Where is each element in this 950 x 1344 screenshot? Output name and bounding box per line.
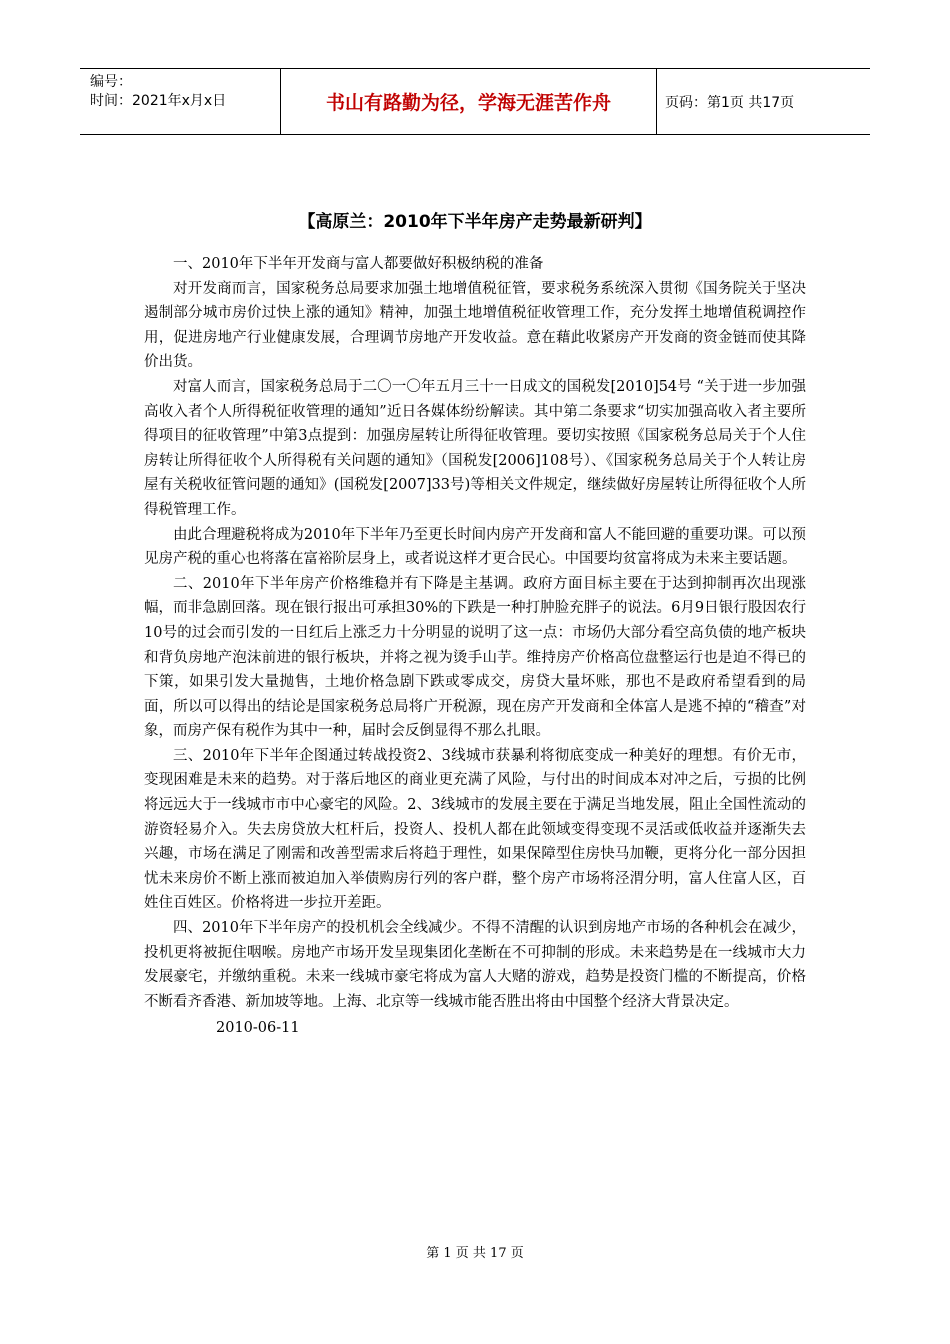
header-motto-cell bbox=[281, 69, 657, 134]
page-footer bbox=[0, 1245, 950, 1263]
section-heading-1: 一、2010年下半年开发商与富人都要做好积极纳税的准备 bbox=[173, 256, 544, 272]
body-paragraph: 对开发商而言，国家税务总局要求加强土地增值税征管，要求税务系统深入贯彻《国务院关于坚决遏制部分城市房价过快上涨的通知》精神，加强土地增值税征收管理工作，充分发挥土地增值税调控作用，促进房地产行业健康发展，合理调节房地产开发收益。意在藉此收紧房产开发商的资金链而使其降价出货。 bbox=[144, 280, 806, 371]
body-paragraph: 四、2010年下半年房产的投机机会全线减少。不得不清醒的认识到房地产市场的各种机会在减少，投机更将被扼住咽喉。房地产市场开发呈现集团化垄断在不可抑制的形成。未来趋势是在一线城市大力发展豪宅，并缴纳重税。未来一线城市豪宅将成为富人大赌的游戏，趋势是投资门槛的不断提高，价格不断看齐香港、新加坡等地。上海、北京等一线城市能否胜出将由中国整个经济大背景决定。 bbox=[144, 920, 806, 1010]
footer-page-info: 第 1 页 共 17 页 bbox=[426, 1246, 524, 1261]
header-meta-cell bbox=[80, 69, 281, 134]
document-title: 【高原兰：2010年下半年房产走势最新研判】 bbox=[298, 212, 652, 232]
document-body bbox=[144, 252, 806, 1041]
body-paragraph: 三、2010年下半年企图通过转战投资2、3线城市获暴利将彻底变成一种美好的理想。有价无市，变现困难是未来的趋势。对于落后地区的商业更充满了风险，与付出的时间成本对冲之后，亏损的比例将远远大于一线城市市中心豪宅的风险。2、3线城市的发展主要在于满足当地发展，阻止全国性流动的游资轻易介入。失去房贷放大杠杆后，投资人、投机人都在此领域变得变现不灵活或低收益并逐渐失去兴趣，市场在满足了刚需和改善型需求后将趋于理性，如果保障型住房快马加鞭，更将分化一部分因担忧未来房价不断上涨而被迫加入举债购房行列的客户群，整个房产市场将泾渭分明，富人住富人区，百姓住百姓区。价格将进一步拉开差距。 bbox=[144, 747, 806, 912]
header-page-cell bbox=[657, 69, 870, 134]
time-label: 时间：2021年x月x日 bbox=[90, 93, 227, 109]
body-paragraph: 由此合理避税将成为2010年下半年乃至更长时间内房产开发商和富人不能回避的重要功课。可以预见房产税的重心也将落在富裕阶层身上，或者说这样才更合民心。中国要均贫富将成为未来主要话题。 bbox=[144, 526, 806, 568]
body-paragraph: 对富人而言，国家税务总局于二〇一〇年五月三十一日成文的国税发[2010]54号 “关于进一步加强高收入者个人所得税征收管理的通知”近日各媒体纷纷解读。其中第二条要求“切实加强高收入者主要所得项目的征收管理”中第3点提到：加强房屋转让所得征收管理。要切实按照《国家税务总局关于个人住房转让所得征收个人所得税有关问题的通知》（国税发[2006]108号）、《国家税务总局关于个人转让房屋有关税收征管问题的通知》(国税发[2007]33号)等相关文件规定，继续做好房屋转让所得征收个人所得税管理工作。 bbox=[144, 378, 806, 518]
header-page-info: 页码：第1页 共17页 bbox=[665, 94, 795, 111]
document-date: 2010-06-11 bbox=[216, 1020, 300, 1037]
document-header bbox=[80, 68, 870, 135]
number-label: 编号： bbox=[90, 74, 132, 90]
motto-text: 书山有路勤为径，学海无涯苦作舟 bbox=[325, 92, 611, 114]
body-paragraph: 二、2010年下半年房产价格维稳并有下降是主基调。政府方面目标主要在于达到抑制再次出现涨幅，而非急剧回落。现在银行报出可承担30%的下跌是一种打肿脸充胖子的说法。6月9日银行股因农行10号的过会而引发的一日红后上涨乏力十分明显的说明了这一点：市场仍大部分看空高负债的地产板块和背负房地产泡沫前进的银行板块，并将之视为烫手山芋。维持房产价格高位盘整运行也是迫不得已的下策，如果引发大量抛售，土地价格急剧下跌或零成交，房贷大量坏账，那也不是政府希望看到的局面，所以可以得出的结论是国家税务总局将广开税源，现在房产开发商和全体富人是逃不掉的“稽查”对象，而房产保有税作为其中一种，届时会反倒显得不那么扎眼。 bbox=[144, 575, 806, 740]
